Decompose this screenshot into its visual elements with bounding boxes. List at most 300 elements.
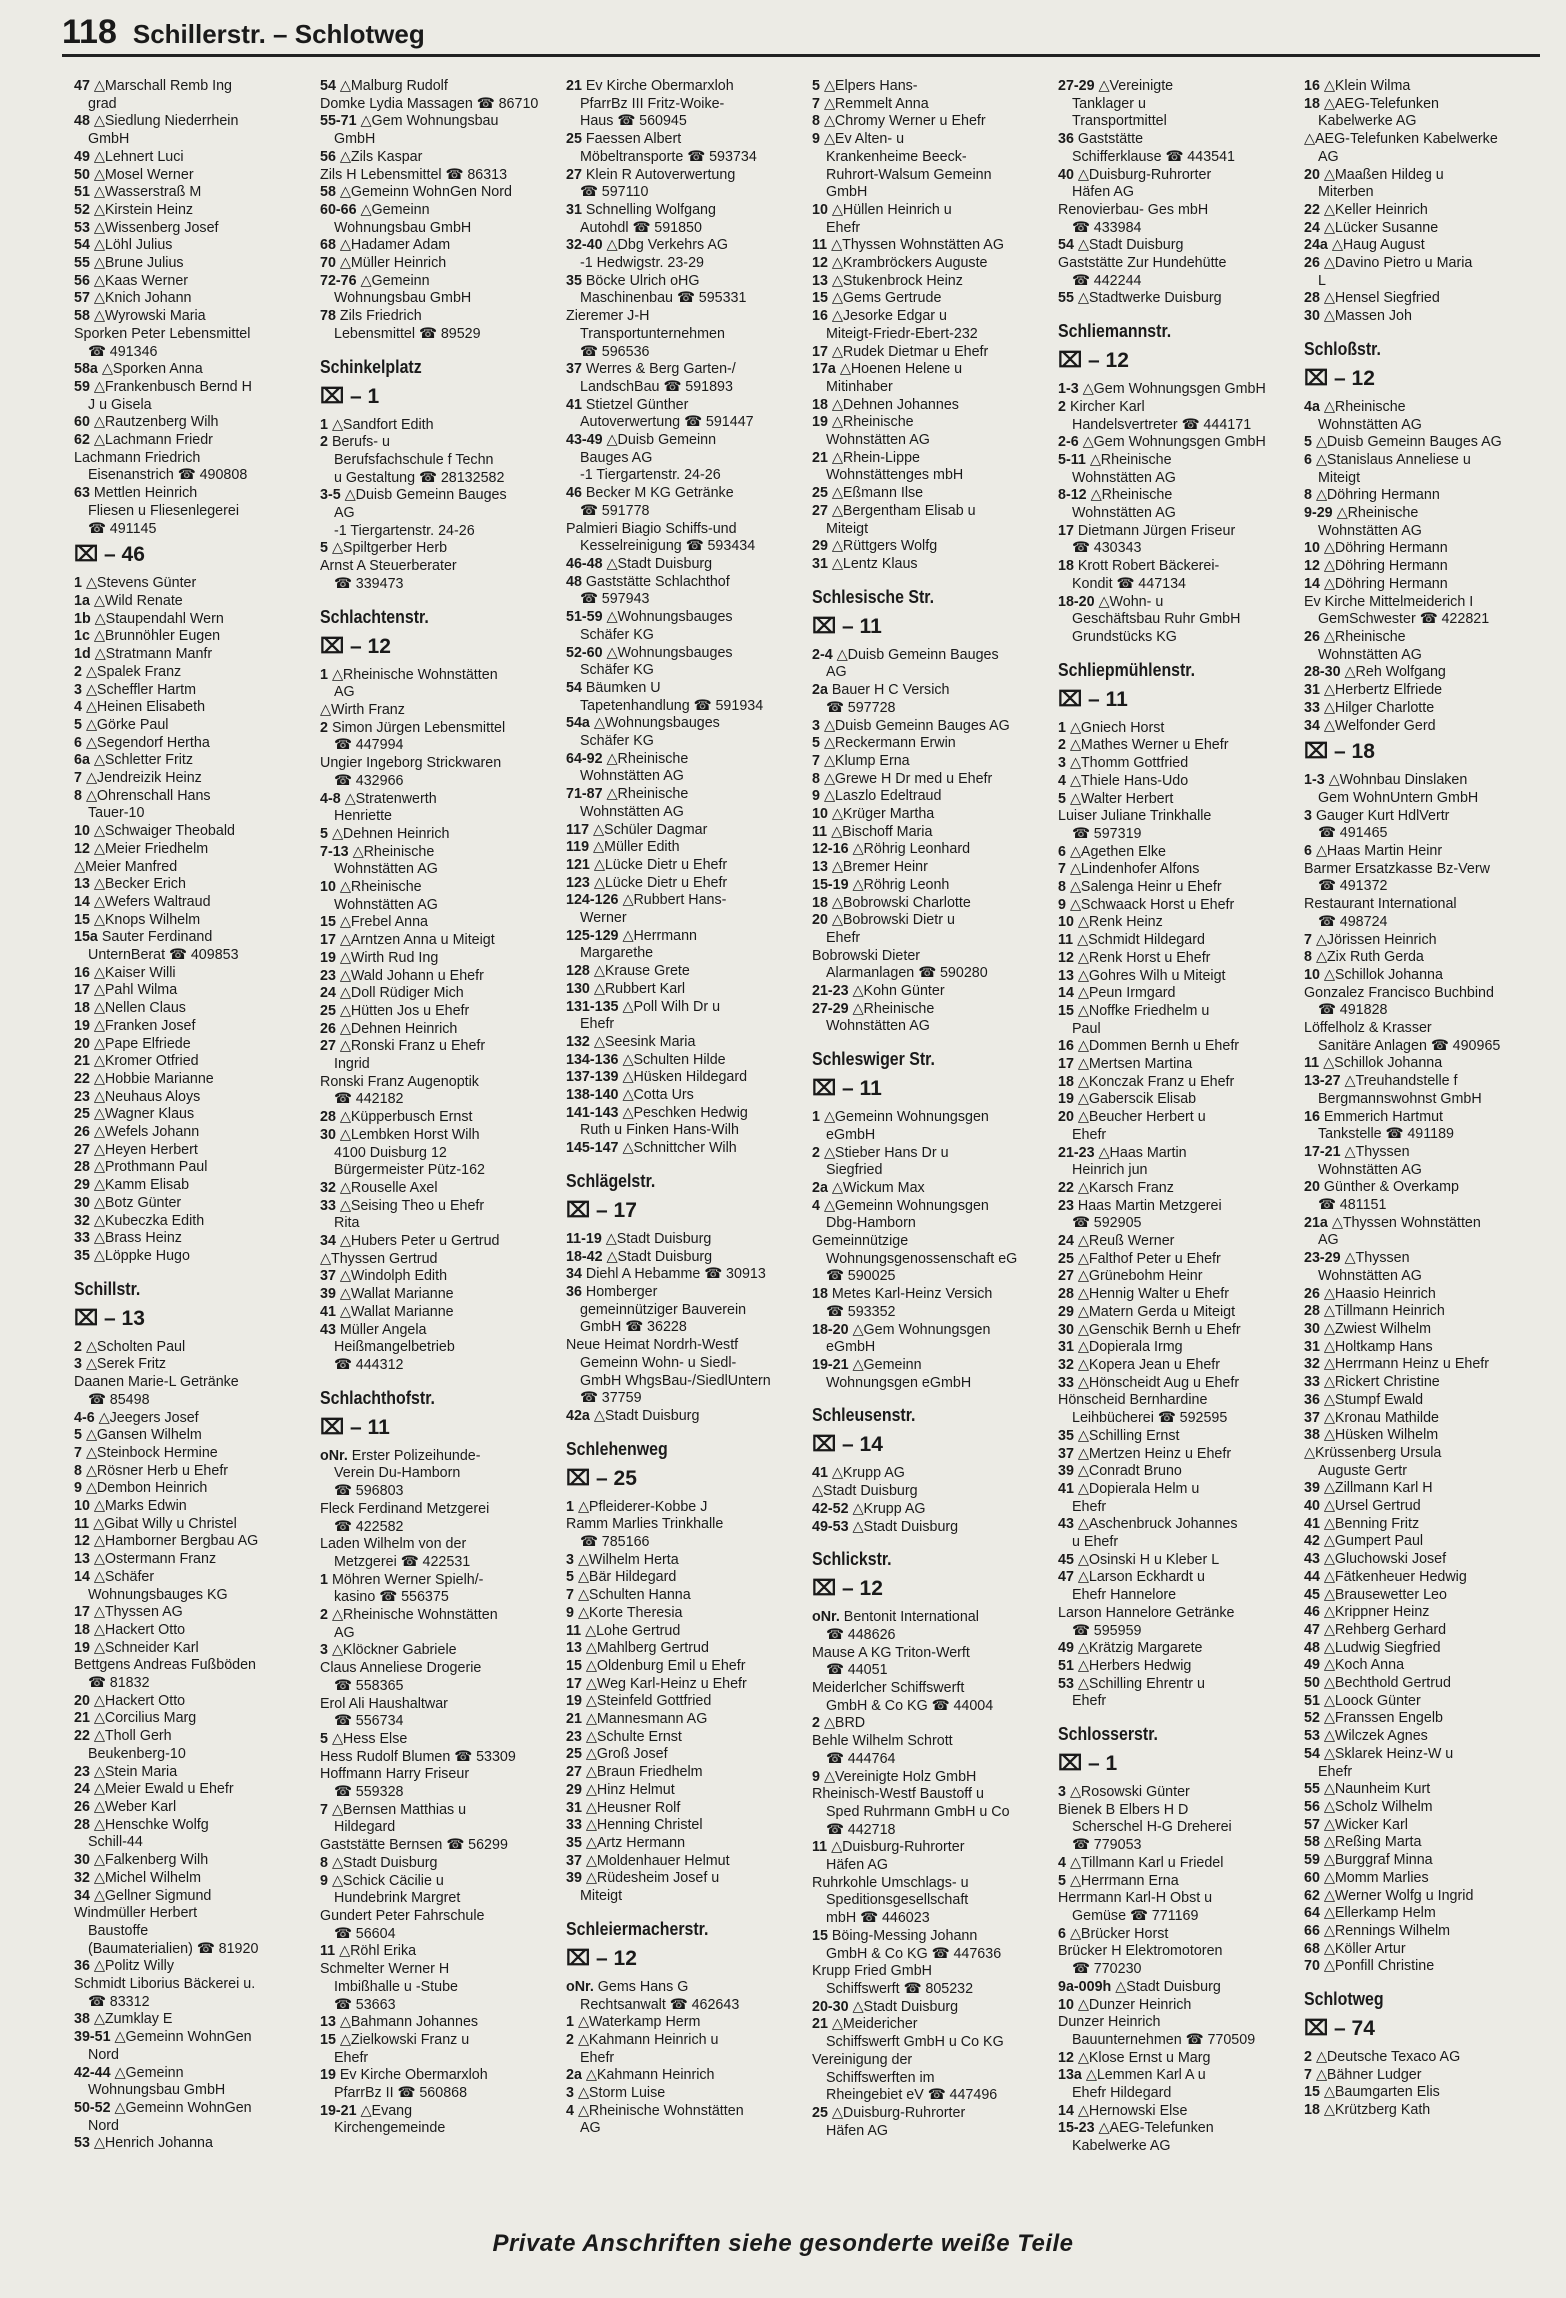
entry-continuation: Heinrich jun [1072,1162,1148,1179]
directory-entry [566,432,808,450]
directory-entry [812,202,1054,220]
house-number: 39 [1304,1480,1324,1497]
entry-name: △Döhring Hermann [1315,487,1440,504]
entry-name: △Renk Horst u Ehefr [1077,949,1211,966]
directory-entry [1058,1516,1300,1534]
street-heading: Schlachthofstr. [320,1386,435,1408]
street-heading: Schloßstr. [1304,337,1381,359]
entry-name: △Gem Wohnungsgen GmbH [1082,434,1266,451]
entry-continuation: Margarethe [580,945,654,962]
entry-name: △Wickum Max [831,1179,925,1196]
directory-entry: Ronski Franz Augenoptik [320,1073,479,1090]
entry-name: △Meidericher [831,2016,918,2033]
entry-continuation: ☎ 56604 [334,1925,396,1942]
house-number: 11 [320,1943,340,1960]
directory-entry [1304,843,1546,861]
directory-entry [74,220,316,238]
entry-name: △Stein Maria [93,1763,178,1780]
house-number: 24 [74,1781,94,1798]
entry-continuation: Schäfer KG [580,662,654,679]
entry-name: △Gemeinn WohnGen [114,2099,252,2116]
entry-name: △Stadt Duisburg [1115,1978,1221,1995]
directory-entry [1304,718,1546,736]
directory-entry [812,414,1054,432]
entry-name: △Heinen Elisabeth [85,699,206,716]
directory-entry: Renovierbau- Ges mbH [1058,201,1209,218]
entry-continuation: ☎ 597319 [1072,825,1142,842]
directory-entry [320,1003,562,1021]
directory-entry [1304,682,1546,700]
house-number: 130 [566,980,594,997]
directory-entry [812,361,1054,379]
column-4 [812,78,1058,2218]
house-number: 23 [74,1088,94,1105]
house-number: 16 [1058,1038,1078,1055]
house-number: 141-143 [566,1104,623,1121]
entry-name: △Rheinische Wohnstätten [331,1607,498,1624]
house-number: 9a-009h [1058,1978,1116,1995]
house-number: 3 [320,1642,332,1659]
directory-entry [566,786,808,804]
house-number: 56 [74,272,94,289]
directory-entry [1304,1587,1546,1605]
directory-entry [566,361,808,379]
house-number: 54 [320,78,340,94]
entry-continuation: Kesselreinigung ☎ 593434 [580,538,756,555]
directory-entry [1304,290,1546,308]
entry-name: △Evang [360,2102,413,2119]
house-number: 11 [812,823,832,840]
entry-name: △Falkenberg Wilh [93,1852,209,1869]
house-number: 4 [812,1197,824,1214]
house-number: 8 [1058,879,1070,896]
entry-name: △Zumklay E [93,2011,173,2028]
directory-entry [1304,1109,1546,1127]
house-number: 51 [1058,1657,1078,1674]
postal-district: ⌧ – 18 [1304,740,1375,764]
directory-entry [320,968,562,986]
house-number: 15 [1304,2084,1324,2101]
entry-name: △AEG-Telefunken [1323,95,1439,112]
directory-entry [1058,1357,1300,1375]
entry-name: △Döhring Hermann [1323,575,1448,592]
entry-continuation: Häfen AG [826,1857,888,1874]
entry-name: △Rheinische Wohnstätten [331,666,498,683]
directory-entry [74,1958,316,1976]
house-number: 13 [566,1640,586,1657]
directory-entry [1304,308,1546,326]
entry-continuation: Ehefr [334,2049,369,2066]
house-number: 2 [320,434,332,451]
entry-continuation: GmbH & Co KG ☎ 447636 [826,1945,1002,1962]
entry-name: △Pape Elfriede [93,1035,191,1052]
entry-name: △Ohrenschall Hans [85,787,211,804]
directory-entry [812,1145,1054,1163]
house-number: 51 [1304,1692,1324,1709]
entry-name: △Franken Josef [93,1017,196,1034]
entry-name: △Klein Wilma [1323,78,1411,94]
directory-entry [320,1855,562,1873]
entry-name: △Thyssen Wohnstätten AG [831,237,1004,254]
house-number: 34 [566,1266,586,1283]
directory-entry [1304,1286,1546,1304]
directory-entry [74,1870,316,1888]
entry-name: △Wallat Marianne [339,1286,454,1303]
entry-continuation: ☎ 442718 [826,1821,896,1838]
entry-name: △Rautzenberg Wilh [93,414,219,431]
entry-name: △Thomm Gottfried [1069,755,1189,772]
house-number: 13 [1058,967,1078,984]
entry-name: △Zix Ruth Gerda [1315,949,1424,966]
entry-name: △Spiltgerber Herb [331,540,448,557]
directory-entry [566,1979,808,1997]
house-number: 2 [1058,398,1070,415]
entry-name: △Dehnen Heinrich [331,825,450,842]
postal-district: ⌧ – 14 [812,1433,883,1457]
directory-entry: Behle Wilhelm Schrott [812,1733,953,1750]
entry-continuation: u Gestaltung ☎ 28132582 [334,469,505,486]
entry-continuation: PfarrBz III Fritz-Woike- [580,95,725,112]
entry-name: △Grewe H Dr med u Ehefr [823,770,993,787]
directory-entry [812,131,1054,149]
directory-entry [566,1693,808,1711]
entry-name: △Haasio Heinrich [1323,1285,1436,1302]
entry-name: △Wasserstraß M [93,184,202,201]
directory-entry [74,361,316,379]
directory-entry [320,1448,562,1466]
entry-name: △Vereinigte Holz GmbH [823,1768,977,1785]
entry-continuation: Nord [88,2117,119,2134]
entry-name: △Jeegers Josef [98,1409,199,1426]
directory-entry [1304,2049,1546,2067]
entry-name: △Conradt Bruno [1077,1463,1182,1480]
house-number: 23-29 [1304,1250,1345,1267]
postal-district: ⌧ – 74 [1304,2017,1375,2041]
house-number: 1 [566,1498,578,1515]
house-number: 9 [566,1604,578,1621]
entry-name: △Wohnungsbauges [606,609,733,626]
directory-entry: Löffelholz & Krasser [1304,1020,1432,1037]
house-number: 9 [320,1872,332,1889]
entry-name: △Haas Martin Heinr [1315,843,1443,860]
entry-continuation: ☎ 83312 [88,1993,150,2010]
directory-entry [566,999,808,1017]
entry-name: △Stadtwerke Duisburg [1077,290,1222,307]
directory-entry [566,1853,808,1871]
directory-entry [566,1249,808,1267]
entry-name: Ev Kirche Obermarxloh [339,2067,488,2084]
directory-entry [1058,932,1300,950]
directory-entry [1058,985,1300,1003]
house-number: 22 [1304,201,1324,218]
house-number: 13 [812,859,832,876]
entry-continuation: eGmbH [826,1126,876,1143]
entry-continuation: Berufsfachschule f Techn [334,451,494,468]
directory-entry [1058,1873,1300,1891]
directory-entry [74,237,316,255]
entry-name: △Wohn- u [1098,593,1164,610]
house-number: 20 [1304,166,1324,183]
house-number: 24 [1058,1233,1078,1250]
house-number: 28 [1304,290,1324,307]
house-number: 25 [74,1106,94,1123]
entry-name: △Dommen Bernh u Ehefr [1077,1038,1240,1055]
house-number: 20 [1058,1109,1078,1126]
entry-continuation: Tanklager u [1072,95,1146,112]
directory-entry [1304,932,1546,950]
house-number: 5-11 [1058,451,1090,468]
house-number: 34 [74,1887,94,1904]
directory-entry [1304,967,1546,985]
house-number: 13 [74,876,94,893]
directory-entry [74,1036,316,1054]
entry-name: △Gems Gertrude [831,290,942,307]
entry-name: △Agethen Elke [1069,843,1166,860]
house-number: 51 [74,184,94,201]
house-number: 25 [1058,1250,1078,1267]
directory-entry [1058,1463,1300,1481]
entry-name: △Remmelt Anna [823,95,929,112]
entry-name: △Welfonder Gerd [1323,717,1436,734]
entry-continuation: ☎ 432966 [334,772,404,789]
directory-entry [320,1873,562,1891]
directory-entry [566,981,808,999]
entry-continuation: GmbH [334,131,376,148]
entry-name: △Schwaiger Theobald [93,823,235,840]
directory-entry [566,1140,808,1158]
entry-name: △Rheinische [352,843,435,860]
entry-continuation: Ehefr [1318,1763,1353,1780]
house-number: 27 [1058,1268,1078,1285]
entry-name: △Segendorf Hertha [85,734,210,751]
entry-name: △Wagner Klaus [93,1106,195,1123]
house-number: 58 [74,308,94,325]
entry-name: △Thyssen Wohnstätten [1331,1214,1481,1231]
directory-entry [1058,452,1300,470]
entry-name: △Eßmann Ilse [831,485,924,502]
entry-continuation: LandschBau ☎ 591893 [580,378,733,395]
entry-continuation: Miteigt [580,1888,623,1905]
house-number: 78 [320,308,340,325]
directory-entry [1304,1055,1546,1073]
directory-entry [566,202,808,220]
directory-entry: △Wirth Franz [320,701,405,718]
house-number: 13a [1058,2067,1086,2084]
directory-entry [1058,1676,1300,1694]
directory-entry [1058,558,1300,576]
directory-entry: Lachmann Friedrich [74,449,201,466]
postal-district: ⌧ – 11 [812,1077,882,1101]
directory-entry [320,1572,562,1590]
house-number: 50 [74,166,94,183]
entry-name: △Heusner Rolf [585,1799,681,1816]
entry-continuation: Ingrid [334,1056,370,1073]
house-number: 21 [812,2016,832,2033]
directory-entry [812,1501,1054,1519]
house-number: 27-29 [812,1000,853,1017]
entry-continuation: Krankenheime Beeck- [826,148,967,165]
house-number: 2a [812,1179,832,1196]
directory-entry [566,397,808,415]
directory-entry [566,1729,808,1747]
house-number: 36 [74,1958,94,1975]
entry-continuation: ☎ 491372 [1318,878,1388,895]
directory-entry [1304,505,1546,523]
directory-entry [812,1109,1054,1127]
entry-name: △Reckermann Erwin [823,735,956,752]
entry-name: △Hadamer Adam [339,237,451,254]
entry-name: △Rüdesheim Josef u [585,1870,720,1887]
directory-entry [1304,1693,1546,1711]
entry-name: △Döhring Hermann [1323,558,1448,575]
house-number: 2-4 [812,646,837,663]
house-number: 28 [74,1159,94,1176]
house-number: 53 [74,2135,94,2152]
directory-entry [1058,594,1300,612]
entry-name: Sauter Ferdinand [101,929,213,946]
entry-name: Böcke Ulrich oHG [585,272,700,289]
house-number: 42 [1304,1533,1324,1550]
entry-continuation: AG [334,1624,355,1641]
directory-entry [320,791,562,809]
directory-entry [1058,1997,1300,2015]
directory-entry [320,1021,562,1039]
directory-entry [74,1622,316,1640]
entry-name: △Davino Pietro u Maria [1323,255,1473,272]
directory-entry [566,1105,808,1123]
entry-name: △Krambröckers Auguste [831,255,988,272]
directory-entry [74,255,316,273]
entry-name: △Stadt Duisburg [852,1998,959,2015]
house-number: 1-3 [1058,381,1083,398]
house-number: 43 [320,1321,340,1338]
directory-entry [812,895,1054,913]
directory-entry [1058,1091,1300,1109]
entry-name: △Falthof Peter u Ehefr [1077,1250,1221,1267]
entry-name: △Ev Alten- u [823,131,905,148]
entry-name: △Bobrowski Charlotte [831,894,971,911]
entry-name: △Maaßen Hildeg u [1323,166,1444,183]
house-number: 42-52 [812,1500,853,1517]
directory-entry [74,664,316,682]
directory-entry: Bobrowski Dieter [812,947,921,964]
house-number: 12 [812,255,832,272]
directory-entry [812,647,1054,665]
entry-continuation: Miteigt-Friedr-Ebert-232 [826,325,978,342]
house-number: 31 [1304,1338,1324,1355]
directory-entry [1058,1003,1300,1021]
directory-entry [1058,1569,1300,1587]
street-heading: Schliemannstr. [1058,320,1172,342]
entry-name: Simon Jürgen Lebensmittel [331,719,506,736]
directory-entry [812,2016,1054,2034]
house-number: 72-76 [320,272,361,289]
directory-entry [74,273,316,291]
entry-name: △Rheinische Wohnstätten [577,2102,744,2119]
street-heading: Schlägelstr. [566,1169,656,1191]
house-number: 27 [566,1764,586,1781]
directory-entry [1058,1286,1300,1304]
directory-entry [1058,897,1300,915]
entry-name: △Stratenwerth [344,790,437,807]
entry-name: △Spalek Franz [85,663,182,680]
house-number: 2 [74,663,86,680]
house-number: 33 [1304,1374,1324,1391]
entry-name: △Krupp AG [831,1465,905,1482]
house-number: 11 [812,237,832,254]
entry-name: △Steinbock Hermine [85,1444,218,1461]
house-number: 71-87 [566,786,607,803]
entry-name: △Bergentham Elisab u [831,502,976,519]
entry-continuation: Tankstelle ☎ 491189 [1318,1126,1454,1143]
entry-name: △Rouselle Axel [339,1179,438,1196]
house-number: 3 [812,717,824,734]
entry-name: △Baumgarten Elis [1323,2084,1440,2101]
house-number: 4 [1058,1854,1070,1871]
entry-name: △Hensel Siegfried [1323,290,1440,307]
directory-entry [812,1715,1054,1733]
house-number: 13 [320,2014,340,2031]
house-number: 58a [74,361,102,378]
directory-entry: Hess Rudolf Blumen ☎ 53309 [320,1748,516,1765]
house-number: 5 [566,1569,578,1586]
directory-entry [1058,773,1300,791]
entry-name: △Rheinische [852,1000,935,1017]
entry-name: △Herbers Hedwig [1077,1657,1192,1674]
entry-name: △Gemeinn WohnGen Nord [339,184,512,201]
entry-continuation: GmbH ☎ 36228 [580,1319,687,1336]
house-number: 117 [566,821,594,838]
entry-name: △Hönscheidt Aug u Ehefr [1077,1374,1240,1391]
directory-entry [1058,167,1300,185]
entry-name: △Grünebohm Heinr [1077,1268,1203,1285]
house-number: 37 [566,361,586,378]
house-number: 5 [1058,1872,1070,1889]
entry-name: △Brass Heinz [93,1230,182,1247]
house-number: 26 [74,1798,94,1815]
directory-entry [320,1180,562,1198]
directory-entry: Krupp Fried GmbH [812,1963,932,1980]
entry-continuation: Wohnstätten AG [1072,469,1176,486]
entry-continuation: Transportunternehmen [580,325,725,342]
directory-entry [1304,629,1546,647]
entry-name: Homberger [585,1284,658,1300]
house-number: 48 [566,573,586,590]
directory-entry [1304,452,1546,470]
house-number: 2a [812,682,832,699]
directory-entry [1304,1799,1546,1817]
house-number: 39-51 [74,2029,115,2046]
entry-name: △Gohres Wilh u Miteigt [1077,967,1226,984]
house-number: 42a [566,1407,594,1424]
directory-entry [566,2103,808,2121]
directory-entry [1058,1145,1300,1163]
entry-continuation: mbH ☎ 446023 [826,1910,930,1927]
directory-entry [74,1693,316,1711]
entry-name: Diehl A Hebamme ☎ 30913 [585,1266,766,1283]
house-number: 37 [1304,1409,1324,1426]
entry-name: △Dehnen Heinrich [339,1020,458,1037]
directory-entry [1304,1852,1546,1870]
directory-entry [1058,914,1300,932]
entry-continuation: Wohnungsbauges KG [88,1586,228,1603]
entry-continuation: ☎ 53663 [334,1996,396,2013]
directory-entry [1304,1569,1546,1587]
entry-name: △Henschke Wolfg [93,1816,209,1833]
house-number: 19 [74,1639,94,1656]
house-number: 3 [74,681,86,698]
entry-name: △Wilhelm Herta [577,1551,679,1568]
